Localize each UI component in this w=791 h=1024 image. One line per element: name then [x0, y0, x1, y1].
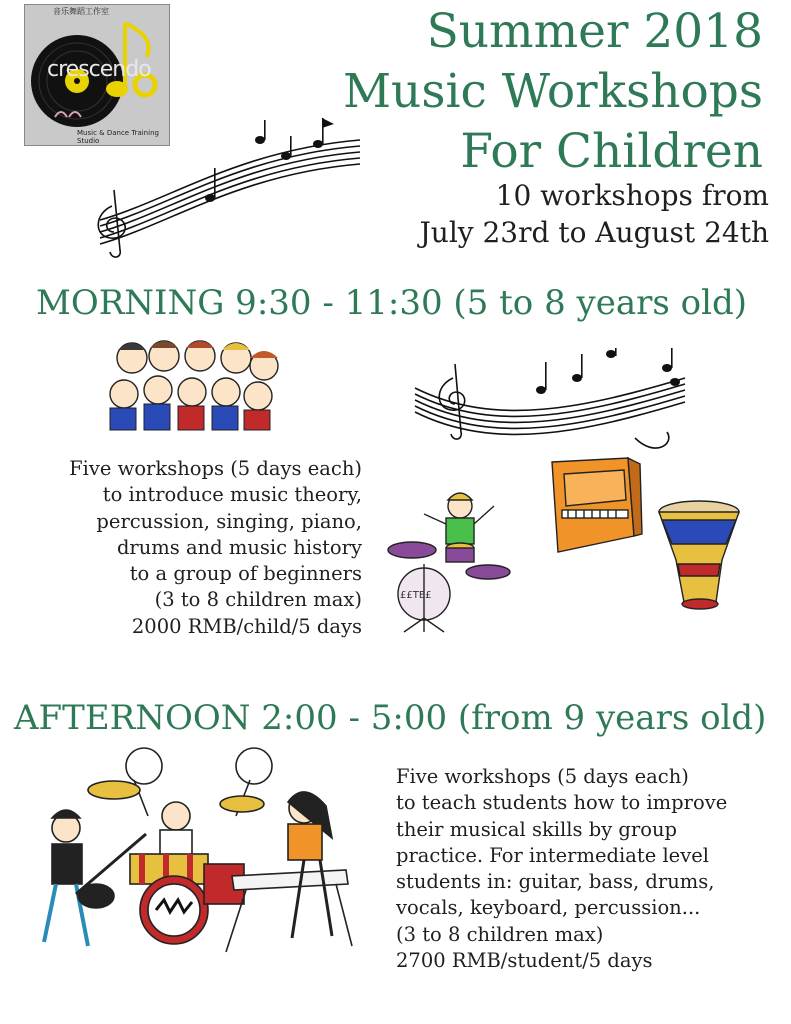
drum-label: ££TE£	[400, 590, 432, 601]
afternoon-description	[396, 764, 727, 974]
music-notes-staff-icon	[90, 110, 370, 260]
morning-line-4: drums and music history	[116, 535, 362, 559]
music-notes-staff-icon-2	[405, 348, 695, 458]
afternoon-heading: AFTERNOON 2:00 - 5:00 (from 9 years old)	[14, 698, 767, 738]
morning-line-2: to introduce music theory,	[102, 483, 362, 507]
title-line-3: For Children	[460, 124, 763, 179]
logo-tagline: Music & Dance Training Studio	[77, 129, 159, 145]
afternoon-line-4: practice. For intermediate level	[396, 843, 710, 867]
title-line-1: Summer 2018	[426, 4, 763, 59]
morning-line-5: to a group of beginners	[129, 562, 362, 586]
morning-line-7: 2000 RMB/child/5 days	[131, 614, 362, 638]
rock-band-illustration	[36, 746, 356, 962]
drum-kit-icon	[384, 484, 512, 634]
afternoon-line-5: students in: guitar, bass, drums,	[396, 870, 715, 894]
logo-chinese-name: 音乐舞蹈工作室	[53, 7, 109, 16]
afternoon-line-6: vocals, keyboard, percussion...	[396, 896, 701, 920]
afternoon-line-7: (3 to 8 children max)	[396, 922, 604, 946]
djembe-drum-icon	[656, 498, 742, 616]
afternoon-line-3: their musical skills by group	[396, 817, 677, 841]
title-line-2: Music Workshops	[342, 64, 763, 119]
singing-children-illustration	[102, 336, 282, 436]
drummer-boy-illustration	[384, 484, 512, 634]
dates-line-1: 10 workshops from	[495, 179, 769, 212]
morning-line-3: percussion, singing, piano,	[96, 509, 362, 533]
afternoon-line-8: 2700 RMB/student/5 days	[396, 949, 653, 973]
morning-description	[69, 456, 362, 640]
morning-heading: MORNING 9:30 - 11:30 (5 to 8 years old)	[36, 283, 747, 323]
afternoon-line-2: to teach students how to improve	[396, 791, 728, 815]
logo-brand-name: crescendo	[47, 57, 151, 82]
dates-line-2: July 23rd to August 24th	[419, 216, 769, 249]
afternoon-line-1: Five workshops (5 days each)	[396, 765, 689, 788]
piano-icon	[544, 450, 644, 554]
morning-line-6: (3 to 8 children max)	[154, 588, 362, 612]
morning-line-1: Five workshops (5 days each)	[69, 457, 362, 480]
